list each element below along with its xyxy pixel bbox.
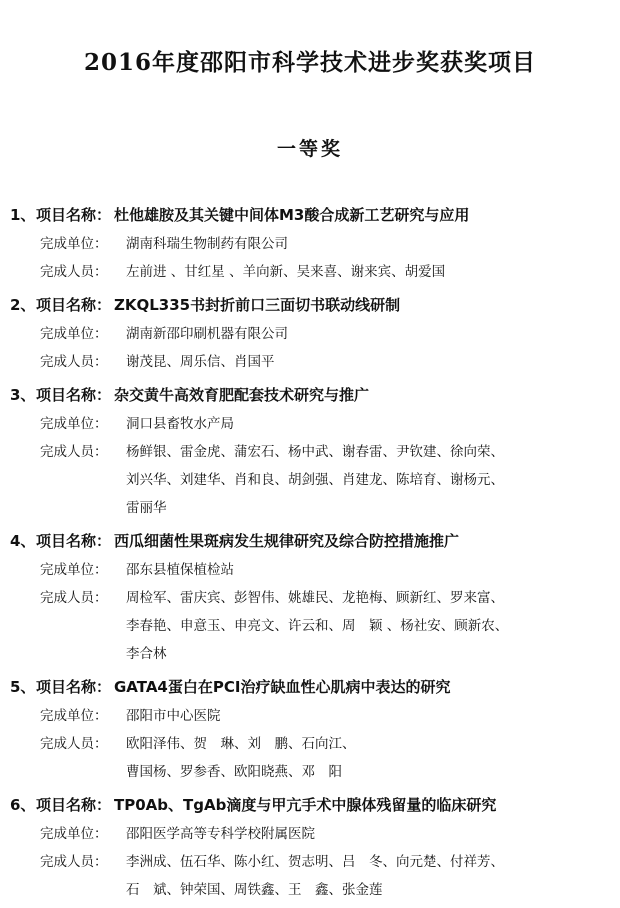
people-names: 石 斌、钟荣国、周铁鑫、王 鑫、张金莲	[126, 882, 383, 898]
project-number: 2、	[10, 296, 36, 314]
document-title: 2016年度邵阳市科学技术进步奖获奖项目	[83, 49, 536, 76]
people-label: 完成人员：	[40, 264, 108, 280]
project-name: 杜他雄胺及其关键中间体M3酸合成新工艺研究与应用	[114, 206, 470, 224]
people-line	[0, 258, 620, 286]
project-name: 西瓜细菌性果斑病发生规律研究及综合防控措施推广	[114, 532, 460, 550]
unit-label: 完成单位：	[40, 416, 108, 432]
people-names: 杨鲜银、雷金虎、蒲宏石、杨中武、谢春雷、尹钦建、徐向荣、	[126, 444, 504, 460]
people-value	[126, 584, 596, 668]
people-label: 完成人员：	[40, 444, 108, 460]
people-names: 刘兴华、刘建华、肖和良、胡剑强、肖建龙、陈培育、谢杨元、	[126, 472, 504, 488]
people-value	[126, 848, 596, 904]
project-name-label: 项目名称：	[36, 386, 112, 404]
people-names: 欧阳泽伟、贺 琳、刘 鹏、石向江、	[126, 736, 356, 752]
unit-value: 湖南新邵印刷机器有限公司	[126, 326, 288, 342]
project-entry	[0, 790, 620, 904]
project-name: TP0Ab、TgAb滴度与甲亢手术中腺体残留量的临床研究	[114, 796, 497, 814]
people-line	[0, 730, 620, 786]
unit-value: 邵阳市中心医院	[126, 708, 221, 724]
project-name-label: 项目名称：	[36, 532, 112, 550]
people-names: 李洲成、伍石华、陈小红、贺志明、吕 冬、向元楚、付祥芳、	[126, 854, 504, 870]
project-name-label: 项目名称：	[36, 296, 112, 314]
people-label: 完成人员：	[40, 354, 108, 370]
unit-value: 洞口县畜牧水产局	[126, 416, 234, 432]
project-title-line	[0, 672, 620, 702]
project-number: 4、	[10, 532, 36, 550]
project-title-line	[0, 380, 620, 410]
people-names: 李春艳、申意玉、申亮文、许云和、周 颖 、杨社安、顾新农、	[126, 618, 509, 634]
project-number: 3、	[10, 386, 36, 404]
people-value	[126, 348, 596, 376]
people-names: 左前进 、甘红星 、羊向新、吴来喜、谢来宾、胡爱国	[126, 264, 446, 280]
project-entry	[0, 200, 620, 286]
people-value	[126, 730, 596, 786]
people-line	[0, 584, 620, 668]
unit-label: 完成单位：	[40, 826, 108, 842]
unit-line	[0, 410, 620, 438]
award-level-heading: 一等奖	[276, 138, 343, 160]
project-name-label: 项目名称：	[36, 678, 112, 696]
unit-line	[0, 320, 620, 348]
people-names: 谢茂昆、周乐信、肖国平	[126, 354, 275, 370]
people-line	[0, 848, 620, 904]
unit-line	[0, 702, 620, 730]
people-line	[0, 438, 620, 522]
project-entry	[0, 290, 620, 376]
people-label: 完成人员：	[40, 736, 108, 752]
people-label: 完成人员：	[40, 590, 108, 606]
people-value	[126, 258, 596, 286]
project-title-line	[0, 790, 620, 820]
people-names: 周检军、雷庆宾、彭智伟、姚雄民、龙艳梅、顾新红、罗来富、	[126, 590, 504, 606]
people-label: 完成人员：	[40, 854, 108, 870]
unit-value: 湖南科瑞生物制药有限公司	[126, 236, 288, 252]
people-names: 曹国杨、罗参香、欧阳晓燕、邓 阳	[126, 764, 342, 780]
unit-value: 邵东县植保植检站	[126, 562, 234, 578]
people-line	[0, 348, 620, 376]
project-entry	[0, 380, 620, 522]
project-name: 杂交黄牛高效育肥配套技术研究与推广	[114, 386, 370, 404]
project-title-line	[0, 290, 620, 320]
project-title-line	[0, 526, 620, 556]
people-names: 李合林	[126, 646, 167, 662]
project-number: 5、	[10, 678, 36, 696]
project-number: 1、	[10, 206, 36, 224]
project-entry	[0, 526, 620, 668]
unit-value: 邵阳医学高等专科学校附属医院	[126, 826, 315, 842]
project-name: GATA4蛋白在PCI治疗缺血性心肌病中表达的研究	[114, 678, 451, 696]
unit-label: 完成单位：	[40, 562, 108, 578]
project-number: 6、	[10, 796, 36, 814]
unit-label: 完成单位：	[40, 236, 108, 252]
project-name-label: 项目名称：	[36, 206, 112, 224]
unit-label: 完成单位：	[40, 326, 108, 342]
project-name: ZKQL335书封折前口三面切书联动线研制	[114, 296, 401, 314]
people-value	[126, 438, 596, 522]
people-names: 雷丽华	[126, 500, 167, 516]
project-title-line	[0, 200, 620, 230]
project-entry	[0, 672, 620, 786]
project-name-label: 项目名称：	[36, 796, 112, 814]
unit-line	[0, 556, 620, 584]
unit-line	[0, 230, 620, 258]
unit-line	[0, 820, 620, 848]
unit-label: 完成单位：	[40, 708, 108, 724]
project-list	[0, 200, 620, 908]
